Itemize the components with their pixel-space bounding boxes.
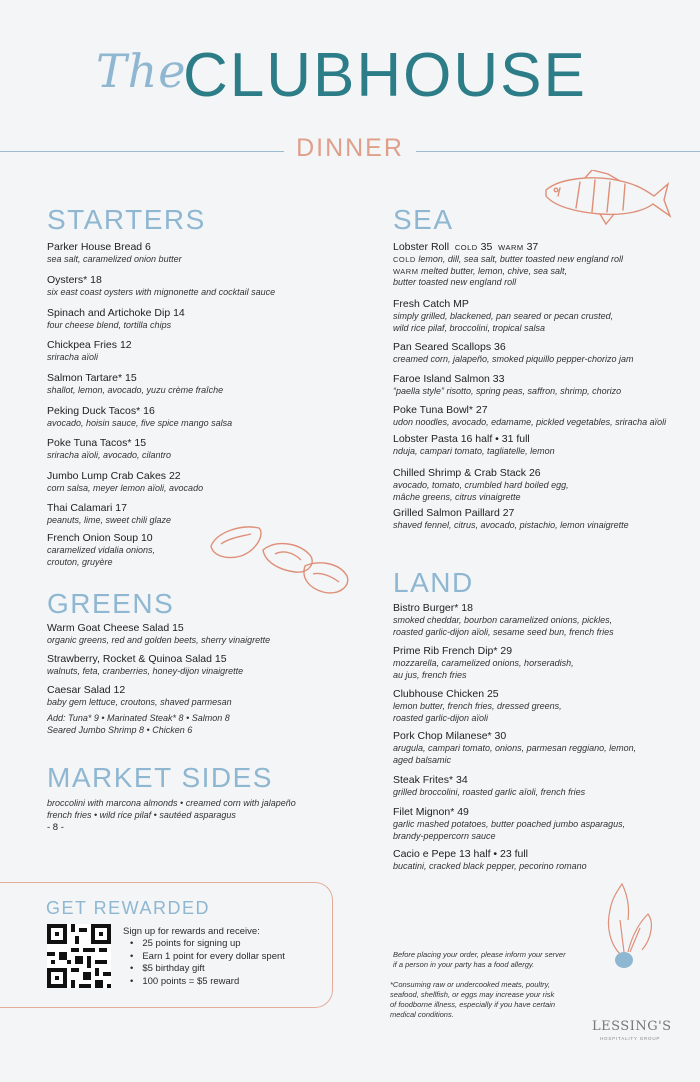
menu-item — [47, 470, 203, 495]
menu-item — [393, 298, 613, 334]
menu-item — [393, 602, 614, 638]
add-ons-line: Seared Jumbo Shrimp 8 • Chicken 6 — [47, 724, 193, 735]
sides-line: french fries • wild rice pilaf • sautéed asparagus — [47, 809, 236, 820]
item-description: six east coast oysters with mignonette and cocktail sauce — [47, 287, 276, 297]
item-name: Pan Seared Scallops 36 — [393, 341, 506, 353]
cold-price: 35 — [480, 241, 493, 253]
add-ons-line: Add: Tuna* 9 • Marinated Steak* 8 • Salmon 8 — [47, 713, 230, 723]
warm-tag-desc: WARM — [393, 266, 419, 276]
cold-desc: lemon, dill, sea salt, butter toasted new england roll — [418, 254, 623, 264]
item-description: baby gem lettuce, croutons, shaved parmesan — [47, 697, 232, 707]
brand-script-the: The — [96, 44, 187, 98]
cold-tag: COLD — [454, 243, 478, 252]
warm-desc-2: butter toasted new england roll — [393, 277, 517, 287]
item-description: roasted garlic-dijon aïoli, sesame seed bun, french fries — [393, 626, 614, 637]
allergy-notice: Before placing your order, please inform your server if a person in your party has a food allergy. — [393, 950, 566, 969]
menu-title: DINNER — [0, 134, 700, 163]
item-description: garlic mashed potatoes, butter poached jumbo asparagus, — [393, 819, 626, 829]
sides-price: - 8 - — [47, 822, 64, 833]
item-name: Salmon Tartare* 15 — [47, 372, 137, 384]
item-description: peanuts, lime, sweet chili glaze — [47, 515, 172, 525]
market-sides-list — [47, 798, 296, 834]
item-description: creamed corn, jalapeño, smoked piquillo pepper-chorizo jam — [393, 354, 634, 364]
item-name: Chilled Shrimp & Crab Stack 26 — [393, 467, 541, 479]
menu-item-lobster-roll — [393, 241, 623, 289]
menu-item — [47, 405, 232, 430]
item-description: roasted garlic-dijon aïoli — [393, 712, 489, 723]
lessings-logo: LESSING'S — [592, 1019, 672, 1034]
item-name: Strawberry, Rocket & Quinoa Salad 15 — [47, 653, 227, 665]
item-description: organic greens, red and golden beets, sherry vinaigrette — [47, 635, 271, 645]
item-name: French Onion Soup 10 — [47, 532, 153, 544]
item-name: Warm Goat Cheese Salad 15 — [47, 622, 184, 634]
brand-title: CLUBHOUSE — [183, 41, 587, 110]
menu-item — [47, 307, 185, 332]
menu-item — [393, 806, 625, 842]
item-name: Spinach and Artichoke Dip 14 — [47, 307, 185, 319]
item-description: au jus, french fries — [393, 669, 467, 680]
item-name: Bistro Burger* 18 — [393, 602, 473, 614]
item-name: Poke Tuna Bowl* 27 — [393, 404, 488, 416]
menu-item — [47, 241, 182, 266]
rewards-benefit: • Earn 1 point for every dollar spent — [130, 951, 285, 964]
menu-item — [47, 339, 132, 364]
rewards-benefit: • 100 points = $5 reward — [130, 976, 285, 989]
menu-item — [393, 507, 629, 532]
item-name: Pork Chop Milanese* 30 — [393, 730, 507, 742]
item-name: Clubhouse Chicken 25 — [393, 688, 499, 700]
item-name: Chickpea Fries 12 — [47, 339, 132, 351]
item-description: mâche greens, citrus vinaigrette — [393, 491, 521, 502]
greens-add-ons — [47, 713, 230, 736]
item-description: “paella style” risotto, spring peas, saffron, shrimp, chorizo — [393, 386, 622, 396]
menu-item — [47, 684, 232, 709]
cold-tag-desc: COLD — [393, 255, 416, 264]
item-name: Caesar Salad 12 — [47, 684, 126, 696]
menu-item — [47, 532, 155, 568]
section-title-sea: SEA — [393, 204, 454, 235]
item-description: sriracha aïoli, avocado, cilantro — [47, 450, 172, 460]
menu-item — [393, 848, 587, 873]
item-description: arugula, campari tomato, onions, parmesan reggiano, lemon, — [393, 743, 637, 753]
item-name: Jumbo Lump Crab Cakes 22 — [47, 470, 181, 482]
section-title-starters: STARTERS — [47, 204, 206, 235]
item-description: udon noodles, avocado, edamame, pickled vegetables, sriracha aïoli — [393, 417, 667, 427]
menu-item — [393, 774, 585, 799]
item-name: Parker House Bread 6 — [47, 241, 151, 253]
menu-item — [47, 372, 223, 397]
menu-item — [47, 622, 270, 647]
item-description: bucatini, cracked black pepper, pecorino romano — [393, 861, 587, 871]
item-name: Grilled Salmon Paillard 27 — [393, 507, 515, 519]
item-description: shallot, lemon, avocado, yuzu crème fraîche — [47, 385, 224, 395]
rewards-title: GET REWARDED — [46, 898, 211, 918]
item-name: Peking Duck Tacos* 16 — [47, 405, 155, 417]
item-description: brandy-peppercorn sauce — [393, 830, 496, 841]
menu-item — [393, 373, 621, 398]
item-description: nduja, campari tomato, tagliatelle, lemon — [393, 446, 555, 456]
item-description: grilled broccolini, roasted garlic aïoli, french fries — [393, 787, 586, 797]
item-description: wild rice pilaf, broccolini, tropical salsa — [393, 322, 546, 333]
menu-item — [393, 688, 562, 724]
menu-item — [47, 437, 171, 462]
item-name: Oysters* 18 — [47, 274, 102, 286]
item-description: four cheese blend, tortilla chips — [47, 320, 172, 330]
item-description: sriracha aïoli — [47, 352, 99, 362]
item-description: mozzarella, caramelized onions, horseradish, — [393, 658, 574, 668]
warm-desc: melted butter, lemon, chive, sea salt, — [420, 265, 568, 276]
item-name: Thai Calamari 17 — [47, 502, 127, 514]
section-title-greens: GREENS — [47, 588, 175, 619]
fish-illustration — [540, 170, 672, 228]
warm-price: 37 — [526, 241, 539, 253]
warm-tag: WARM — [498, 243, 524, 252]
rewards-benefit: • 25 points for signing up — [130, 938, 285, 951]
rewards-benefit: • $5 birthday gift — [130, 963, 285, 976]
item-name: Poke Tuna Tacos* 15 — [47, 437, 147, 449]
section-title-land: LAND — [393, 567, 474, 598]
item-description: smoked cheddar, bourbon caramelized onions, pickles, — [393, 615, 613, 625]
item-description: aged balsamic — [393, 754, 452, 765]
item-description: shaved fennel, citrus, avocado, pistachio, lemon vinaigrette — [393, 520, 629, 530]
menu-item — [393, 433, 555, 458]
section-title-market-sides: MARKET SIDES — [47, 762, 273, 793]
item-description: avocado, hoisin sauce, five spice mango salsa — [47, 418, 233, 428]
raw-food-notice: *Consuming raw or undercooked meats, poultry, seafood, shellfish, or eggs may increase your risk of foodborne illness, especially if you have certain medical conditions. — [390, 980, 556, 1019]
item-description: lemon butter, french fries, dressed greens, — [393, 701, 562, 711]
item-name: Fresh Catch MP — [393, 298, 469, 310]
menu-item — [47, 502, 171, 527]
item-name: Filet Mignon* 49 — [393, 806, 469, 818]
item-description: sea salt, caramelized onion butter — [47, 254, 182, 264]
menu-item — [393, 341, 633, 366]
item-description: corn salsa, meyer lemon aïoli, avocado — [47, 483, 204, 493]
item-name: Prime Rib French Dip* 29 — [393, 645, 513, 657]
item-name: Cacio e Pepe 13 half • 23 full — [393, 848, 529, 860]
oysters-illustration — [205, 520, 353, 602]
rewards-benefits — [130, 938, 285, 988]
item-name: Steak Frites* 34 — [393, 774, 468, 786]
rewards-signup: Sign up for rewards and receive: — [123, 926, 260, 937]
menu-item — [47, 653, 243, 678]
menu-item — [393, 404, 666, 429]
item-description: avocado, tomato, crumbled hard boiled egg, — [393, 480, 569, 490]
menu-item — [393, 645, 574, 681]
beet-illustration — [598, 880, 658, 974]
qr-code[interactable] — [47, 924, 111, 988]
item-name: Faroe Island Salmon 33 — [393, 373, 505, 385]
item-description: caramelized vidalia onions, — [47, 545, 156, 555]
item-name: Lobster Pasta 16 half • 31 full — [393, 433, 530, 445]
menu-item — [393, 730, 636, 766]
item-description: simply grilled, blackened, pan seared or pecan crusted, — [393, 311, 614, 321]
menu-item — [47, 274, 275, 299]
sides-line: broccolini with marcona almonds • creamed corn with jalapeño — [47, 798, 296, 808]
menu-item — [393, 467, 569, 503]
item-name: Lobster Roll — [393, 241, 450, 253]
item-description: walnuts, feta, cranberries, honey-dijon vinaigrette — [47, 666, 244, 676]
item-description: crouton, gruyère — [47, 556, 113, 567]
lessings-logo-sub: HOSPITALITY GROUP — [600, 1036, 661, 1041]
